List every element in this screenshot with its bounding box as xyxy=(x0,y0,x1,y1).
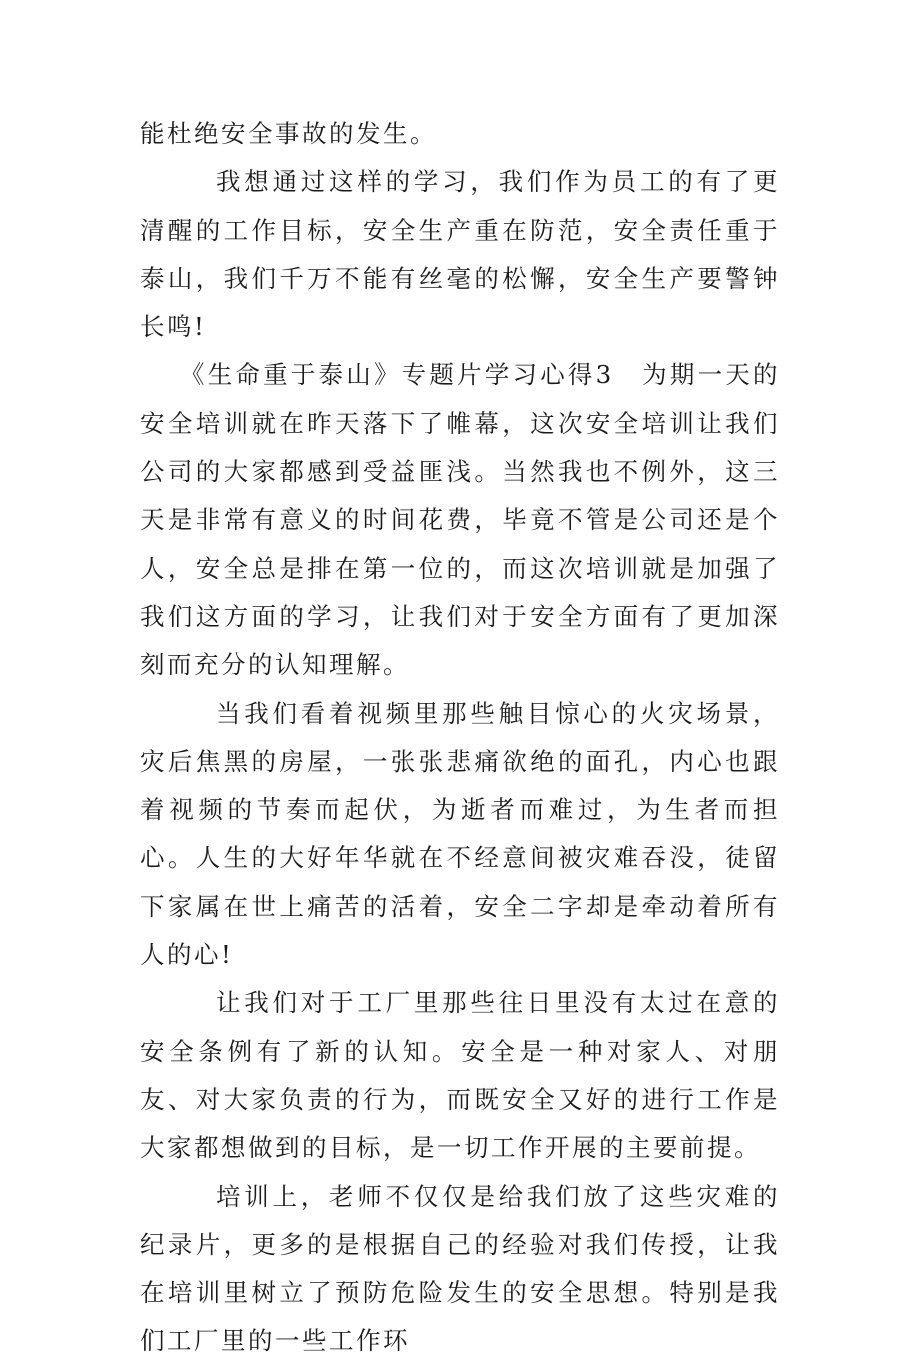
document-body xyxy=(140,110,780,1366)
paragraph-conclusion: 我想通过这样的学习，我们作为员工的有了更清醒的工作目标，安全生产重在防范，安全责任重于泰山，我们千万不能有丝毫的松懈，安全生产要警钟长鸣! xyxy=(140,167,780,342)
paragraph-training: 培训上，老师不仅仅是给我们放了这些灾难的纪录片，更多的是根据自己的经验对我们传授，让我在培训里树立了预防危险发生的安全思想。特别是我们工厂里的一些工作环 xyxy=(140,1181,780,1356)
paragraph-fire-video: 当我们看着视频里那些触目惊心的火灾场景，灾后焦黑的房屋，一张张悲痛欲绝的面孔，内心也跟着视频的节奏而起伏，为逝者而难过，为生者而担心。人生的大好年华就在不经意间被灾难吞没，徒留下家属在世上痛苦的活着，安全二字却是牵动着所有人的心! xyxy=(140,698,780,970)
paragraph-essay-3-intro: 《生命重于泰山》专题片学习心得3 为期一天的安全培训就在昨天落下了帷幕，这次安全培训让我们公司的大家都感到受益匪浅。当然我也不例外，这三天是非常有意义的时间花费，毕竟不管是公司还是个人，安全总是排在第一位的，而这次培训就是加强了我们这方面的学习，让我们对于安全方面有了更加深刻而充分的认知理解。 xyxy=(140,360,780,680)
paragraph-safety-rules: 让我们对于工厂里那些往日里没有太过在意的安全条例有了新的认知。安全是一种对家人、对朋友、对大家负责的行为，而既安全又好的进行工作是大家都想做到的目标，是一切工作开展的主要前提。 xyxy=(140,988,780,1163)
paragraph-continuation: 能杜绝安全事故的发生。 xyxy=(140,119,437,148)
